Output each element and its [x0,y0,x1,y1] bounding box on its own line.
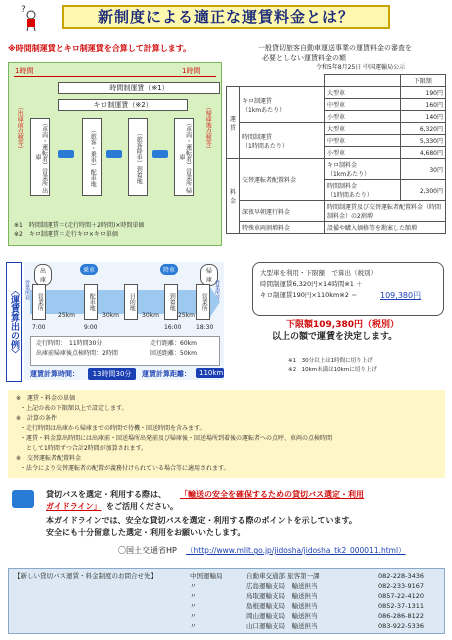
stop-arrival: 到着地 [164,284,178,320]
calc-km-label: 運賃計算距離： [142,370,191,378]
return-km: 回送距離：50km [150,350,197,357]
svg-text:?: ? [21,5,26,15]
stop-destination: 目的地 [124,284,138,320]
guide-line-2: 本ガイドラインでは、安全な貸切バスを選定・利用する際のポイントを示しています。 [46,516,357,525]
contact-cell: 〃 [190,592,197,600]
hour-fare-sub: （1時間あたり） [242,142,288,150]
contact-cell: 山口運輸支局 輸送担当 [246,622,318,630]
calc-result: 109,380円 [380,291,422,300]
guide-line-1d: をご活用ください。 [106,502,178,511]
lower-bound-note: 以上の額で運賃を決定します。 [272,332,398,342]
km-fare-label: キロ制運賃 [242,97,273,105]
contact-cell: 082-228-3436 [378,572,425,580]
contact-cell: 083-922-5336 [378,622,425,630]
calc-time-label: 運賃計算時間： [30,370,79,378]
lower-bound: 下限額109,380円（税別） [286,320,399,330]
calc-line-1: 時間制運賃6,320円×14時間※1 ＋ [260,280,363,288]
contact-cell: 086-286-8122 [378,612,425,620]
left-hour-label: 1時間 [15,67,34,75]
office-return-building: （車両・運転者）営業所 帰庫 [174,118,194,196]
page-title: 新制度による適正な運賃料金とは？ [97,8,354,26]
fee-cell: 大型車 [325,123,401,135]
fee-cell: 6,320円 [400,123,445,135]
badge-alight: 降車 [160,264,178,275]
contact-cell: 〃 [190,582,197,590]
shinya-label: 深夜早朝運行料金 [240,201,325,222]
bus-icon [152,150,168,158]
foot-note-1: ※1 30分以上は1時間に切り上げ [288,358,373,364]
fee-header: 下限額 [400,75,445,87]
fee-cell: 中型車 [325,99,401,111]
km-rate-bar [58,99,188,111]
question-figure-icon [18,3,44,31]
bus-icon [58,150,74,158]
calc-head: 大型車を利用・下限額 で算出（税別） [260,269,377,277]
badge-board: 乗車 [80,264,98,275]
pre-post-time: 出庫前帰庫後点検時間：2時間 [36,350,118,357]
info-line: ・法令により交替運転者の配置が義務付けられている場合等に適用されます。 [20,465,230,472]
distance-label: 30km [102,312,119,319]
guide-line-1c: ガイドライン」 [46,502,102,511]
time-label: 9:00 [84,324,98,331]
notice-line-1: 一般貸切旅客自動車運送事業の運賃料金の審査を [258,44,412,52]
foot-note-2: ※2 10km未満は10kmに切り上げ [288,367,377,373]
contact-cell: 0857-22-4120 [378,592,425,600]
route-arrow [30,290,210,314]
start-label: 営業所発 [24,280,30,300]
time-rate-bar [58,82,220,94]
hour-bracket [14,76,216,77]
time-label: 7:00 [32,324,46,331]
distance-label: 25km [178,312,195,319]
time-label: 18:30 [196,324,214,331]
diagram-note-1: ※1 時間制運賃＝(走行時間＋2時間)×時間単価 [14,222,145,229]
contact-cell: 広島運輸支局 輸送担当 [246,582,318,590]
pickup-building: （旅客・乗車）配車地 [82,118,102,196]
time-label: 16:00 [164,324,182,331]
fee-cell: 中型車 [325,135,401,147]
fee-cell: 160円 [400,99,445,111]
special-label: 特殊車両割増料金 [240,222,325,234]
contact-cell: 〃 [190,622,197,630]
bus-icon [106,150,122,158]
kotai-hour-sub: （1時間あたり） [327,192,373,199]
hp-label: 〇国土交通省HP [118,546,177,555]
calc-time-value: 13時間30分 [88,368,136,380]
info-line: ・走行時間は出庫から帰庫までの時間で待機・回送時間を含みます。 [20,425,206,432]
info-line: ※ 運賃・料金の単価 [16,395,76,402]
contact-cell: 〃 [190,602,197,610]
guide-line-1b: 「輸送の安全を確保するための貸切バス選定・利用 [180,490,364,499]
kotai-hour-value: 2,300円 [400,180,445,201]
notice-date: 令和5年8月25日 中国運輸局公示 [316,64,406,71]
special-value: 設備や購入価格等を勘案した額増 [325,222,446,234]
fee-cell: 4,680円 [400,147,445,159]
contact-cell: 鳥取運輸支局 輸送担当 [246,592,318,600]
time-rate-label: 時間制運賃（※1） [109,84,169,92]
charge-side-label: 料金 [227,159,240,234]
shinya-value: 時間制運賃及び交替運転者配置料金（時間制料金）の2割増 [325,201,446,222]
calc-km-value: 110km [196,368,224,378]
run-time: 走行時間： 11時間30分 [36,340,103,347]
guide-line-1a: 貸切バスを選定・利用する際は、 [46,490,166,499]
bus-illustration-icon [12,490,34,508]
kotai-hour-label: 時間制料金 [327,183,358,190]
fee-cell: 5,330円 [400,135,445,147]
subtitle: ※時間制運賃とキロ制運賃を合算して計算します。 [8,44,192,53]
fee-table [226,74,446,234]
pre-check-label: （出庫前点検等） [16,104,24,152]
contact-cell: 島根運輸支局 輸送担当 [246,602,318,610]
km-rate-label: キロ制運賃（※2） [93,101,153,109]
notice-line-2: 必要としない運賃料金の額 [262,54,346,62]
fare-side-label: 運賃 [227,87,240,159]
kotai-km-value: 30円 [400,159,445,180]
info-line: ・運賃・料金算出時間には出庫前・回送場所出発前及び帰庫後・回送場所到着後の運転者への点呼、車両の点検時間 [20,435,333,442]
info-line: ※ 交替運転者配置料金 [16,455,82,462]
hp-link[interactable]: （http://www.mlit.go.jp/jidosha/jidosha_tk2_000011.html） [186,546,406,555]
fee-cell: 140円 [400,111,445,123]
distance-label: 30km [142,312,159,319]
office-depart-building: （車両・運転者）営業所 出庫 [30,118,50,196]
fee-cell: 小型車 [325,147,401,159]
contact-cell: 岡山運輸支局 輸送担当 [246,612,318,620]
stop-office-end: 営業所 [196,284,210,320]
run-km: 走行距離：60km [150,340,197,347]
contact-cell: 〃 [190,612,197,620]
contact-cell: 自動車交通部 旅客第一課 [246,572,320,580]
hour-fare-label: 時間制運賃 [242,133,273,141]
kotai-km-label: キロ制料金 [327,162,358,169]
stop-office-start: 営業所 [32,284,46,320]
guide-line-3: 安全にも十分留意した選定・利用をお願いいたします。 [46,528,246,537]
badge-depart: 出庫 [34,264,52,286]
end-label: 営業所着 [214,280,220,300]
badge-return: 帰庫 [200,264,218,286]
contact-header: 【新しい貸切バス運賃・料金制度のお問合せ先】 [14,572,157,580]
distance-label: 25km [58,312,75,319]
stop-pickup: 配車地 [84,284,98,320]
kotai-label: 交替運転者配置料金 [240,159,325,201]
post-check-label: （帰庫後点検等） [204,104,212,152]
example-side-title-text: 〈運賃算出の例〉 [9,286,19,358]
contact-cell: 0852-37-1311 [378,602,425,610]
arrival-building: （旅客降車）到着地 [128,118,148,196]
fee-cell: 大型車 [325,87,401,99]
contact-cell: 082-233-9167 [378,582,425,590]
example-side-title [6,262,22,382]
right-hour-label: 1時間 [182,67,201,75]
diagram-note-2: ※2 キロ制運賃＝走行キロ×キロ単価 [14,231,118,238]
calc-line-2: キロ制運賃190円×110km※2 ＝ [260,291,358,299]
km-fare-sub: （1kmあたり） [242,106,286,114]
fee-cell: 190円 [400,87,445,99]
contact-cell: 中国運輸局 [190,572,223,580]
kotai-km-sub: （1kmあたり） [327,171,371,178]
fee-cell: 小型車 [325,111,401,123]
info-line: ・上記の表の下限額以上で設定します。 [20,405,128,412]
info-line: ※ 計算の条件 [16,415,58,422]
info-line: として1時間ずつ合計2時間が加算されます。 [20,445,148,452]
